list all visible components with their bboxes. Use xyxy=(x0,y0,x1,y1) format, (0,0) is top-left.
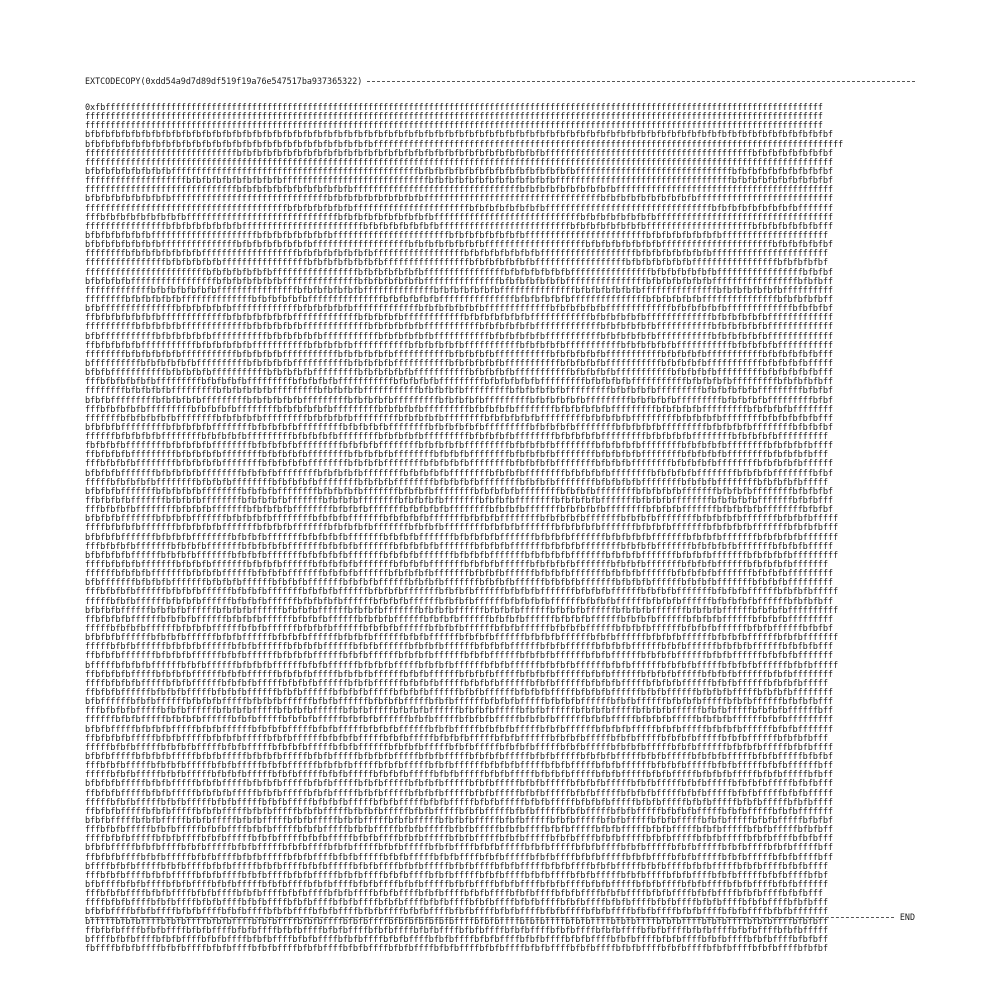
bytecode-line: fffbfbfbfbfffffffbfbfbfbfffffffbfbfbfbfbfffffffbfbfbfbfffffffbfbfbfbfbfffffffbfbfbfbfffffffbfbfbfbffffffffbfbfbfbfffffffbfbfbfbfbfffffffbfbfbfbfffff xyxy=(85,541,833,552)
dump-footer xyxy=(85,912,915,922)
bytecode-line: ffffffbfbfbfffffbfbfbfbffffffbfbfbfffffbfbfbfbfffffbfbfbfbffffffbfbfbfffffbfbfbfbfffffbfbfbfbffffffbfbfbfffffbfbfbfbfffffbfbfbfbffffffbfbfbfffffffff xyxy=(85,715,833,726)
bytecode-line: bfbfbfbfbffffffbfbfbfbfffffffbfbfbfbfffffffbfbfbfbfbfffffffbfbfbfbfffffffbfbfbfbfffffffbfbfbfbfbfffffffbfbfbfbfffffffbfbfbfbfffffffbfbfbfbfbfffffffff xyxy=(85,550,839,561)
bytecode-line: fffbfbfbfffffbfbfbfbfffffbfbfbfffffbfbfbffffffbfbfbfbfffffbfbfbfffffbfbfbffffffbfbfbfbfffffbfbfbfffffbfbfbffffffbfbfbfbfffffbfbfbfffffbfbfbffffffbff xyxy=(85,761,833,772)
bytecode-line: fffffbfbfbfbfbffffffffbfbfbfbffffffffbfbfbfbfbffffffffbfbfbfbffffffffbfbfbfbfbffffffffbfbfbfbffffffffbfbfbfbfbffffffffbfbfbfbffffffffbfbfbfbfbfffff xyxy=(85,477,828,488)
bytecode-line: ffffffffffffffffffffbfbfbfbfbfbfbfbfbfbfffffffffffffffffffffffffffffbfbfbfbfbfbfbfbfbfbfbfbfbfffffffffffffffffffffffffffffffffffbfbfbfbfbfbfbfbfbfbf xyxy=(85,176,833,187)
bytecode-line: ffffbfbfbffffbfbfbffffbfbfbffffbfbfbffffbfbfbffffbfbfbffffbfbfbffffbfbfbffffbfbfbffffbfbfbffffbfbfbffffbfbfbffffbfbfbffffbfbfbffffbfbfbffffbfbfbfff xyxy=(85,898,828,909)
bytecode-line: bfbfbfbfbfbfbfbfbfbfbfbfbfbfbfbfbfbfbfbfbfbfbfbfbfbfbfbfbfffffffffffffffffffffffffffffffffffffffffffffffffffffffffffffffffffffffffffffffffffffffffffff xyxy=(85,139,844,150)
bytecode-line: ffffffffffffffffffffffffffffffffffffffffffffffffffffffffffffffffffffffffffffffffffffffffffffffffffffffffffffffffffffffffffffffffffffffffffffffffffff xyxy=(85,157,833,168)
bytecode-line: ffffffffffffffffffffffffbfbfbfbfbfbfbfffffffffffffffffbfbfbfbfbfbfbffffffffffffffffbfbfbfbfbfbfbffffffffffffffffbfbfbfbfbfbfbfffffffffffffffffbfbfbf xyxy=(85,267,833,278)
bytecode-line: bfffffbfbfbfbffffffbfbfbffffffbfbfbfbffffffbfbfbffffffbfbfbfbfffffbfbfbfbffffffbfbfbffffffbfbfbfbffffffbfbfbffffffbfbfbfbfffffbfbfbfbffffffbfbfbfffff xyxy=(85,660,839,671)
extcodecopy-call: EXTCODECOPY(0xdd54a9d7d89df519f19a76e547517ba937365322) xyxy=(85,76,363,86)
bytecode-line: ffffffffffffffffbfbfbfbfbfbfffffffffffffffffbfbfbfbfbfbfbfbfffffffffffffffffbfbfbfbfbfbfbffffffffffffffffffbfbfbfbfbfbfbfffffffffffffffffbfbfbfbfbf xyxy=(85,258,828,269)
bytecode-line: bfbfffffffffffbfbfbfbfbfbfffffffffffbfbfbfbfbfbfffffffffffbfbfbfbfbfbfffffffffffbfbfbfbfbfbfffffffffffbfbfbfbfbfbfffffffffffbfbfbfbfbfbfffffffffffff xyxy=(85,331,833,342)
bytecode-line: ffffffffffffffffbfbfbfbfbfbfbfbffffffffffffffffffffffffbfbfbfbfbfbfbfbffffffffffffffffffffffffffbfbfbfbfbfbfbfbfffffffffffffffffffffbfbfbfbfbfbfbfff xyxy=(85,221,833,232)
bytecode-line: bfbfbffffbfbfbffffbfbfbffffbfbfbffffbfbfbffffbfbfbffffbfbfbffffbfbfbffffbfbfbffffbfbfbffffbfbfbffffbfbfbffffbfbfbffffbfbfbffffbfbfbffffbfbfbfffffff xyxy=(85,907,828,918)
bytecode-line: ffffffffffffffffffffffffffffffffffffffffbfbfbfbfbfbfbfffffffffffffffffffffffbfbfbfbfbfbfbfbfffffffffffffffffffffffffffffffffbfbfbfbfbfbfbfbfbfffffff xyxy=(85,203,833,214)
bytecode-line: ffbfbfbfbfffffbfbfbfbffffffbfbfbffffffbfbfbfbfffffbfbfbfbffffffbfbfbffffffbfbfbfbfffffbfbfbfbffffffbfbfbffffffbfbfbfbfffffbfbfbfbffffffbfbfbffffffff xyxy=(85,669,833,680)
bytecode-line: fffffbfbfbfffffbfbfbfffffbfbfbfbfffffbfbfbfffffbfbfbfffffbfbfbfbfffffbfbfbfffffbfbfbfffffbfbfbfbfffffbfbfbfffffbfbfbfffffbfbfbfbfffffbfbfbfffffbfbff xyxy=(85,770,833,781)
bytecode-line: ffbfbfbffffffbfbfbfbfffffbfbfbfbffffffbfbfbffffffbfbfbfbfffffbfbfbfbffffffbfbfbffffffbfbfbfbfffffbfbfbfbffffffbfbfbffffffbfbfbfbfffffbfbfbfbffffffff xyxy=(85,688,833,698)
bytecode-line: fffffffffffffbfbfbfbfbfbfbffffffffffffffffbfbfbfbfbfbfbffffffffffffffbfbfbfbfbfbfbfffffffffffffffbfbfbfbfbfbfbfffffffffffffffbfbfbfbfbfbfbffffffffff xyxy=(85,285,833,296)
bytecode-line: fffbfbfbfbfbfbfbfbfbffffffffffffffffffffffffffffffbfbfbfbfbfbfbfbfbfbfffffffffffffffffffffffffffffbfbfbfbfbfbfbfbfffffffffffffffffffffffffffffffffff xyxy=(85,212,833,223)
bytecode-line: bfbfbfffffbfbfbfbfffffbfbfbffffffbfbfbfbfffffbfbfbfffffbfbfbfbffffffbfbfbfffffbfbfbfbfffffbfbfbffffffbfbfbfbfffffbfbfbfffffbfbfbfbffffffbfbfbfffffff xyxy=(85,724,833,735)
bytecode-line: fffffbfbfbffffffbfbfbfbffffffbfbfbffffffbfbfbfbffffffbfbfbffffffbfbfbfbffffffbfbfbfbffffffbfbfbffffffbfbfbfbffffffbfbfbffffffbfbfbfbffffffbfbfbfbfff xyxy=(85,642,833,653)
bytecode-line: ffffbfbfbfbfffffffbfbfbfbfbfffffffbfbfbfbfffffffbfbfbfbfbfffffffbfbfbfbffffffffbfbfbfbfffffffbfbfbfbfbfffffffbfbfbfbfffffffbfbfbfbfbfffffffbfbfbfbfff xyxy=(85,523,839,534)
bytecode-line: bfbfffffffbfbfbfbfffffffbfbfbfbffffffbfbfbfbfffffffbfbfbfbffffffbfbfbfbfffffffbfbfbfbffffffbfbfbfbfffffffbfbfbfbffffffbfbfbfbfffffffbfbfbfbfffffffff xyxy=(85,578,833,589)
bytecode-line: bfbffffbfbfbffffbfbfbffffbfbfbfffffbfbfbffffbfbfbffffbfbfbffffbfbfbfffffbfbfbffffbfbfbffffbfbfbffffbfbfbfffffbfbfbffffbfbfbffffbfbfbffffbfbfbffffff xyxy=(85,879,828,890)
bytecode-line: bfbfbfbfffffffbfbfbfbfffffffbfbfbfbfbffffffffbfbfbfbfffffffbfbfbfbfbfffffffbfbfbfbffffffffbfbfbfbfbfffffffbfbfbfbffffffffbfbfbfbfbfffffffbfbfbfbfffff xyxy=(85,514,839,525)
bytecode-line: bfbfbfffffbfbfbfbfffffbfbfbfffffbfbfbfbfffffbfbfbfffffbfbfbfbfffffbfbfbfffffbfbfbfbfffffbfbfbfffffbfbfbfbfffffbfbfbfffffbfbfbfbfffffbfbfbfffffbfbfbf xyxy=(85,751,833,762)
bytecode-line: ffbfbfbffffbfbfbffffbfbfbffffbfbfbffffbfbfbffffbfbfbffffbfbfbffffbfbfbffffbfbfbffffbfbfbffffbfbfbffffbfbfbffffbfbfbffffbfbfbffffbfbfbffffbfbfbfffff xyxy=(85,925,828,936)
bytecode-line: ffbfbfbfbfffffffbfbfbfbffffffffbfbfbfbfbfffffffbfbfbfbffffffffbfbfbfbfbfffffffbfbfbfbffffffffbfbfbfbfbfffffffbfbfbfbffffffffbfbfbfbfbfffffffbfbfbfff xyxy=(85,496,833,507)
bytecode-line: fffffbfbfbfffffbfbfbfffffbfbfbfffffbfbfbfffffbfbfbfbfffffbfbfbfffffbfbfbfffffbfbfbfffffbfbfbfffffbfbfbfbfffffbfbfbfffffbfbfbfffffbfbfbfffffbfbfbffff xyxy=(85,797,833,808)
bytecode-line: fffbfbfbfbffffffffbfbfbfbfbffffffffbfbfbfbfbffffffffbfbfbfbffffffffbfbfbfbfbffffffffbfbfbfbfbffffffffbfbfbfbffffffffbfbfbfbfbffffffffbfbfbfbfbffffff xyxy=(85,459,833,470)
bytecode-line: ffbfbfbfbfbfbfbfffffffffffffbfbfbfbfbfbfbfffffffffffffbfbfbfbfbffffffffffffbfbfbfbfbfbfbffffffffffffbfbfbfbfbfbfffffffffffffbfbfbfbfbfbfffffffffffff xyxy=(85,313,833,324)
bytecode-line: ffffbfbfbfbfffffbfbfbffffffbfbfbfbfffffbfbfbfbffffffbfbfbffffffbfbfbfbfffffbfbfbfbffffffbfbfbffffffbfbfbfbfffffbfbfbfbffffffbfbfbffffffbfbfbfbfffff xyxy=(85,678,828,689)
bytecode-line: bfbfbfbfffffffffbfbfbfbfbffffffffbfbfbfbfbfffffffffbfbfbfbfbffffffffbfbfbfbfbfbfffffffffbfbfbfbfbffffffffbfbfbfbfbfffffffffbfbfbfbfbffffffffbfbfbfbf xyxy=(85,422,833,433)
bytecode-line: ffffffffbfbfbfbfbfbfffffffffffbfbfbfbfbfffffffffffbfbfbfbfbfbfffffffffffbfbfbfbfbfffffffffffbfbfbfbfbfbfffffffffffbfbfbfbfbfffffffffffbfbfbfbfbfbfff xyxy=(85,349,833,360)
bytecode-line: ffffffffffffffffffffffffffffffffffffffffffffffffffffffffffffffffffffffffffffffffffffffffffffffffffffffffffffffffffffffffffffffffffffffffffffffffff xyxy=(85,112,823,123)
bytecode-line: bfbfbfbfbfbfbfbfffffffffffffffbfbfbfbfbfbfbfbfffffffffffffffffffbfbfbfbfbfbfbfbffffffffffffffffffffbfbfbfbfbfbfbfbffffffffffffffffffffffbfbfbfbfbfbf xyxy=(85,240,833,251)
bytecode-line: bffffffffffbfbfbfbfbfbffffffffffbfbfbfbfbfffffffffffbfbfbfbfbfffffffffffbfbfbfbfbfbfffffffffffbfbfbfbfbfffffffffffbfbfbfbfbfffffffffffbfbfbfbfbfffff xyxy=(85,358,833,369)
bytecode-line: fbfbfbfbffffffffbfbfbfbfbffffffffbfbfbfbfbfffffffffbfbfbfbffffffffbfbfbfbfbfffffffffbfbfbfbfbffffffffbfbfbfbfbffffffffbfbfbfbfbffffffffbfbfbfbfbffff xyxy=(85,441,833,452)
bytecode-line: fffffbfbfbfffffbfbfbfbfffffbfbfbfffffbfbfbfbfffffbfbfbffffffbfbfbfbfffffbfbfbfffffbfbfbfbfffffbfbfbfffffbfbfbfbfffffbfbfbffffffbfbfbfbfffffbfbfbffff xyxy=(85,742,833,753)
bytecode-line: bfbfbfffffffffbfbfbfbfbfffffffffbfbfbfbfbfbfffffffffbfbfbfbfbfffffffffbfbfbfbfbfffffffffbfbfbfbfbfbfffffffffbfbfbfbfbfffffffffbfbfbfbfbfffffffffbfbf xyxy=(85,395,833,406)
bytecode-line: fffffffbfbfbfbfbfbffffffffbfbfbfbfbfffffffffbfbfbfbfbfffffffffbfbfbfbfbffffffffbfbfbfbfbfbfffffffffbfbfbfbfbfffffffffbfbfbfbfbffffffffbfbfbfbfbfbfff xyxy=(85,413,833,424)
bytecode-line: ffffffffbfbfbfbfbfffffffffbfbfbfbfbfbfffffffffbfbfbfbfbfffffffffffbfbfbfbfbfffffffffbfbfbfbfbfbfffffffffbfbfbfbfbfffffffffbfbfbfbfbfbfffffffffbfbfbf xyxy=(85,386,833,397)
bytecode-line: bfbfbfbfbfbfbfbfbfffffffffffffffffffffffffffffffbfbfbfbfbfbfbfbfbfbfffffffffffffffffffffffffffffffffffbfbfbfbfbfbfbfbfbfbfffffffffffffffffffffffffff xyxy=(85,194,833,205)
bytecode-line: ffbfbfbfbffffffbfbfbfbffffffbfbfbfbffffffbfbfbfbffffffbfbfbfbffffffbfbfbfbffffffbfbfbfbffffffbfbfbfbffffffbfbfbfbffffffbfbfbfbffffffbfbfbfbfffffffff xyxy=(85,614,833,625)
bytecode-line: ffffffbfbfbfbfffffffbfbfbfbffffffbfbfbfbfffffffbfbfbfbffffffbfbfbfbfbfffffffbfbfbfbffffffbfbfbfbfffffffbfbfbfbffffffbfbfbfbfbfffffffbfbfbfbfffffffff xyxy=(85,569,833,580)
bytecode-line: 0xfbffffffffffffffffffffffffffffffffffffffffffffffffffffffffffffffffffffffffffffffffffffffffffffffffffffffffffffffffffffffffffffffffffffffffffffff xyxy=(85,103,823,113)
bytecode-line: fffffbfbfbfbffffffbfbfbfbffffffbfbfbffffffbfbfbfbffffffbfbfbfbffffffbfbfbfbffffffbfbfbffffffbfbfbfbffffffbfbfbfbffffffbfbfbfbffffffbfbfbffffffbfbfbf xyxy=(85,624,833,635)
bytecode-line: bfbfbfbfffffffbfbfbfbfbffffffffbfbfbfbffffffffbfbfbfbfbfffffffbfbfbfbffffffffbfbfbfbfbffffffffbfbfbfbffffffffbfbfbfbfbfffffffbfbfbfbffffffffbfbfbfbf xyxy=(85,486,833,497)
bytecode-line: ffffffffbfbfbfbfbfbfbfbfffffffffffffffffffbfbfbfbfbfbfbfbffffffffffffffffffbfbfbfbfbfbfbfbfffffffffffffffffffbfbfbfbfbfbfbfbfffffffffffffffffffffff xyxy=(85,249,828,260)
bytecode-line: ffffffffbfbfbfbfbfbffffffffffffffbfbfbfbfbfbfffffffffffffffbfbfbfbfbfbfffffffffffffffbfbfbfbfbfbfffffffffffffffbfbfbfbfbfbfffffffffffffffbfbfbfbfbff xyxy=(85,294,833,305)
bytecode-line: fffbfbfbfffffbfbfbfffffbfbfbffffbfbfbfffffbfbfbfffffbfbfbfffffbfbfbfffffbfbfbfffffbfbfbffffbfbfbfffffbfbfbfffffbfbfbfffffbfbfbfffffbfbfbfffffbfbfbff xyxy=(85,825,833,836)
bytecode-line: ffffbfbfbfffffbfbfbffffbfbfbfffffbfbfbfffffbfbfbfffffbfbfbffffbfbfbfffffbfbfbfffffbfbfbfffffbfbfbffffbfbfbfffffbfbfbfffffbfbfbfffffbfbfbffffbfbfbfff xyxy=(85,834,833,845)
end-label: END xyxy=(899,912,915,922)
bytecode-line: ffbfbfbfffffbfbfbfffffbfbfbfbfffffbfbfbfffffbfbfbfffffbfbfbfffffbfbfbfbfffffbfbfbfffffbfbfbfffffbfbfbfffffbfbfbfbfffffbfbfbfffffbfbfbfffffbfbfbfffff xyxy=(85,788,833,799)
bytecode-line: fffbfbfbffffbfbfbfffffbfbfbffffbfbfbffffbfbfbfffffbfbfbffffbfbfbffffbfbfbfffffbfbfbffffbfbfbffffbfbfbfffffbfbfbffffbfbfbffffbfbfbfffffbfbfbffffbfbf xyxy=(85,870,828,881)
bytecode-line: bfbfbfbfbfffffffffffffffffbfbfbfbfbfbfbfffffffffffffffbfbfbfbfbfbfbfffffffffffffffbfbfbfbfbfbfbffffffffffffffffbfbfbfbfbfbfbfffffffffffffffffbfbfbff xyxy=(85,276,833,287)
bytecode-line: ffffffffffffffffffffffffffffffbfbfbfbfbfbfbfbfbfbfbfbfbfbfbfbfbfbfbfbfbfbfbfbfbfbfbfbfbfbfbfffffffffffffffffffffffffffffffffffffffffbfbfbfbfbfbfbfbf xyxy=(85,148,833,159)
bytecode-line: ffffffffffffffffffffffffffffffffffffffffffffffffffffffffffffffffffffffffffffffffffffffffffffffffffffffffffffffffffffffffffffffffffffffffffffffffff xyxy=(85,121,823,132)
bytecode-line: fffbfbfbfbfffffbfbfbffffffbfbfbfbfffffbfbfbfbffffffbfbfbfffffbfbfbfbffffffbfbfbfbfffffbfbfbffffffbfbfbfbfffffbfbfbfbffffffbfbfbfffffbfbfbfbffffffbff xyxy=(85,706,833,717)
bytecode-line: bfbffffffbfbfbffffffbfbfbfbfffffbfbfbfbffffffbfbfbffffffbfbfbfbfffffbfbfbffffffbfbfbfbfffffbfbfbfbffffffbfbfbffffffbfbfbfbfffffbfbfbffffffbfbfbfbfff xyxy=(85,697,833,708)
bytecode-line: ffbfbfbfffffffbfbfbfbffffffbfbfbffffffbfbfbfbffffffbfbfbffffffbfbfbfbffffffbfbfbffffffbfbfbfbffffffbfbfbffffffbfbfbfbffffffbfbfbffffffbfbfbfbfffffff xyxy=(85,651,833,662)
footer-divider xyxy=(85,917,894,918)
bytecode-line: bffffbfbfbffffbfbfbffffbfbfbffffbfbfbffffbfbfbffffbfbfbffffbfbfbffffbfbfbffffbfbfbffffbfbfbffffbfbfbffffbfbfbffffbfbfbffffbfbfbffffbfbfbffffbfbfbff xyxy=(85,934,828,945)
bytecode-line: ffffbfbfbfbfffffffbfbfbfbfffffffbfbfbfbffffffbfbfbfbfbfffffffbfbfbfbfffffffbfbfbfbffffffbfbfbfbfbfffffffbfbfbfbfffffffbfbfbfbffffffbfbfbfbfbfffffff xyxy=(85,560,828,571)
bytecode-line: bfbfbfbfbfbfbfbfbfbfbfbfbfbfbfbfbfbfbfbfbfbfbfbfbfbfbfbfbfbfbfbfbfbfbfbfbfbfbfbfbfbfbfbfbfbfbfbfbfbfbfbfbfbfbfbfbfbfbfbfbfbfbfbfbfbfbfbfbfbfbfbfbfbf xyxy=(85,130,833,141)
bytecode-line: fffbfbfbfbffffffbfbfbfbffffffbfbfbfbfffffffbfbfbfbffffffbfbfbfbfffffffbfbfbfbffffffbfbfbfbfffffffbfbfbfbffffffbfbfbfbfffffffbfbfbfbffffffbfbfbfbfffff xyxy=(85,587,839,598)
bytecode-line: bfbfbfffffbfbfbfffffbfbfbfffffbfbfbfffffbfbfbfffffbfbfbfffffbfbfbfffffbfbfbfbfffffbfbfbfffffbfbfbfffffbfbfbfffffbfbfbfffffbfbfbfffffbfbfbfffffbfbfbf xyxy=(85,815,833,826)
bytecode-line: ffbfbfbfbfbfffffffffffbfbfbfbfbfbfffffffffffbfbfbfbfbfffffffffffbfbfbfbfbfbfffffffffffbfbfbfbfbfffffffffffbfbfbfbfbfbfffffffffffbfbfbfbfbfffffffffff xyxy=(85,340,833,351)
bytecode-line: ffffffbfbfbfbfbffffffffbfbfbfbfbfffffffffbfbfbfbfbffffffffbfbfbfbfbfffffffffbfbfbfbfbffffffffbfbfbfbfbfffffffffbfbfbfbfbffffffffbfbfbfbfbffffffffff xyxy=(85,432,828,443)
bytecode-line: ffbfbfbfffffbfbfbfffffbfbfbfffffbfbfbfffffbfbfbfffffbfbfbfbfffffbfbfbfffffbfbfbfffffbfbfbfffffbfbfbfffffbfbfbfffffbfbfbfbfffffbfbfbfffffbfbfbfffffff xyxy=(85,806,833,817)
bytecode-line: fffbfbfbfbfbfbfffffffffbfbfbfbfbfffffffffbfbfbfbfbfffffffffffbfbfbfbfbfffffffffbfbfbfbfbfbfffffffffbfbfbfbfbfffffffffffbfbfbfbfbfffffffffbfbfbfbfbff xyxy=(85,377,833,388)
bytecode-line: bfbfbfbfffffffbfbfbfbfbffffffffbfbfbfbffffffffbfbfbfbfbffffffffbfbfbfbfbffffffffbfbfbfbffffffffbfbfbfbfbffffffffbfbfbfbfbffffffffbfbfbfbffffffffbfbf xyxy=(85,468,833,479)
bytecode-line: bfbfbfbfbfbfbfffffffffffffffffffffbfbfbfbfbfbfbfbfffffffffffffffffffffffbfbfbfbfbfbfbfbffffffffffffffffffffffffbfbfbfbfbfbfbfbfffffffffffffffffffff xyxy=(85,230,828,241)
header-divider xyxy=(367,81,915,82)
bytecode-line: bfffffbfbfbffffbfbfbffffbfbfbffffbfbfbffffbfbfbffffbfbfbffffbfbfbfbfbfbfbffffbfbfbffffbfbfbffffbfbfbffffbfbfbffffbfbfbffffbfbfbffffbfbfbffffbfbfbff xyxy=(85,916,828,927)
bytecode-line: ffbfbfbffffbfbfbfffffbfbfbffffbfbfbfffffbfbfbffffbfbfbfffffbfbfbfffffbfbfbffffbfbfbfffffbfbfbffffbfbfbfffffbfbfbffffbfbfbfffffbfbfbfffffbfbfbffffbff xyxy=(85,852,833,863)
bytecode-line: bfbfbfffffffffffbfbfbfbfbfffffffffffbfbfbfbfbfffffffffbfbfbfbfbfbfffffffffffbfbfbfbfbfffffffffffbfbfbfbfbfffffffffffbfbfbfbfbfffffffffbfbfbfbfbfbfff xyxy=(85,368,833,379)
bytecode-line: bfbfbfbffffffbfbfbfbffffffbfbfbfbffffffbfbfbfbffffffbfbfbfbfffffffbfbfbfbffffffbfbfbfbffffffbfbfbfbffffffbfbfbfbfffffffbfbfbfbffffffbfbfbfbffffffffff xyxy=(85,605,839,616)
bytecode-line: fffbfbfbfbffffffffbfbfbfbfffffffbfbfbfbfbffffffffbfbfbfbfffffffbfbfbfbfbffffffffbfbfbfbfffffffbfbfbfbfbffffffffbfbfbfbfffffffbfbfbfbfbffffffffbfbfbf xyxy=(85,505,833,516)
bytecode-line: fffbfbfbfbfbfffffffffbfbfbfbfbffffffffbfbfbfbfbfbfffffffffbfbfbfbfbfffffffffbfbfbfbfbffffffffbfbfbfbfbfbfffffffffbfbfbfbfbfffffffffbfbfbfbfbffffffff xyxy=(85,404,833,415)
bytecode-line: bfbfbfbfffffffbfbfbfbffffffffbfbfbfbfffffffbfbfbfbfbfffffffbfbfbfbfffffffbfbfbfbfbfffffffbfbfbfbfffffffbfbfbfbfbfffffffbfbfbfbfffffffbfbfbfbfbfffffff xyxy=(85,532,839,543)
bytecode-line: ffffffffffbfbfbfbfbfffffffffffffbfbfbfbfbfbfffffffffffffbfbfbfbfbfbfffffffffffbfbfbfbfbfbfffffffffffffbfbfbfbfbfbfffffffffffbfbfbfbfbfbfffffffffffff xyxy=(85,322,833,333)
bytecode-line: fffffbfbfbffffffbfbfbfbffffffbfbfbfbffffffbfbfbfbfbffffffbfbfbfbffffffbfbfbfbffffffbfbfbfbfbffffffbfbfbfbffffffbfbfbfbffffffbfbfbfbfbffffffbfbfbfbff xyxy=(85,596,833,607)
bytecode-line: bfbfbfffffbfbfbffffbfbfbfffffbfbfbfffffbfbfbffffbfbfbfffffbfbfbfffffbfbfbffffbfbfbfffffbfbfbfffffbfbfbffffbfbfbfffffbfbfbfffffbfbfbffffbfbfbfffffbff xyxy=(85,843,833,854)
bytecode-line: fffbfbfbffffbfbfbffffbfbfbffffbfbfbffffbfbfbffffbfbfbffffbfbfbffffbfbfbffffbfbfbffffbfbfbffffbfbfbffffbfbfbffffbfbfbffffbfbfbffffbfbfbffffbfbfbfff xyxy=(85,889,823,900)
bytecode-line: bfbfbfbffffffbfbfbfbffffffbfbfbffffffbfbfbfbffffffbfbfbfbffffffbfbfbffffffbfbfbfbffffffbfbfbfbffffffbfbfbffffffbfbfbfbffffffbfbfbfbffffffbfbfbfffffff xyxy=(85,633,839,644)
bytecode-line: bfbfbfbfbfbfbfbfbfffffffffffffffffffffffffffffffffffffffffffffffffbfbfbfbfbfbfbfbfbfbfbfbfbfbfbfbfffffffffffffffffffffffffffffffbfbfbfbfbfbfbfbfbfbf xyxy=(85,166,833,177)
extcodecopy-header xyxy=(85,76,915,86)
bytecode-line: bfbfffffffffffffffbfbfbfbfbfbfffffffffffffbfbfbfbfbfbfffffffffffffbfbfbfbfbfbfbfffffffffffffbfbfbfbfbfbfffffffffffffbfbfbfbfbfbfffffffffffffbfbfbfbf xyxy=(85,304,833,315)
bytecode-line: fbffffbfbfbffffbfbfbffffbfbfbffffbfbfbffffbfbfbffffbfbfbffffbfbfbffffbfbfbffffbfbfbffffbfbfbffffbfbfbffffbfbfbffffbfbfbffffbfbfbffffbfbfbffffbfbfbf xyxy=(85,943,828,954)
bytecode-line: ffffffffffffffffffffffffffffffbfbfbfbfbfbfbfbfbfbfbfbfffffffffffffffffffffffffffffffffbfbfbfbfbfbfbfbfbfbfffffffffffffffffffffffffffffffffffffffffff xyxy=(85,185,833,196)
bytecode-line: bfbfbfbfffffbfbfbfffffbfbfbfffffbfbfbfbfffffbfbfbfffffbfbfbfffffbfbfbfbfffffbfbfbfffffbfbfbfffffbfbfbfbfffffbfbfbfffffbfbfbfffffbfbfbfbfffffbfbfbfff xyxy=(85,779,833,790)
bytecode-line: ffbfbfbfbfffffffffbfbfbfbfbffffffffbfbfbfbfbffffffffbfbfbfbfbffffffffbfbfbfbffffffffbfbfbfbfbffffffffbfbfbfbfbffffffffbfbfbfbfbffffffffbfbfbfbfbfff xyxy=(85,450,828,461)
bytecode-line: ffbfbfbfbfffffbfbfbfffffbfbfbfbfffffbfbfbffffffbfbfbfbfffffbfbfbfffffbfbfbfbfffffbfbfbffffffbfbfbfbfffffbfbfbfffffbfbfbfbfffffbfbfbffffffbfbfbfbfff xyxy=(85,733,828,744)
bytecode-line: bffffbfbfbfffffbfbfbffffbfbfbfffffbfbfbffffbfbfbfffffbfbfbffffbfbfbfffffbfbfbffffbfbfbfffffbfbfbffffbfbfbfffffbfbfbffffbfbfbfffffbfbfbffffbfbfbffff xyxy=(85,861,828,872)
